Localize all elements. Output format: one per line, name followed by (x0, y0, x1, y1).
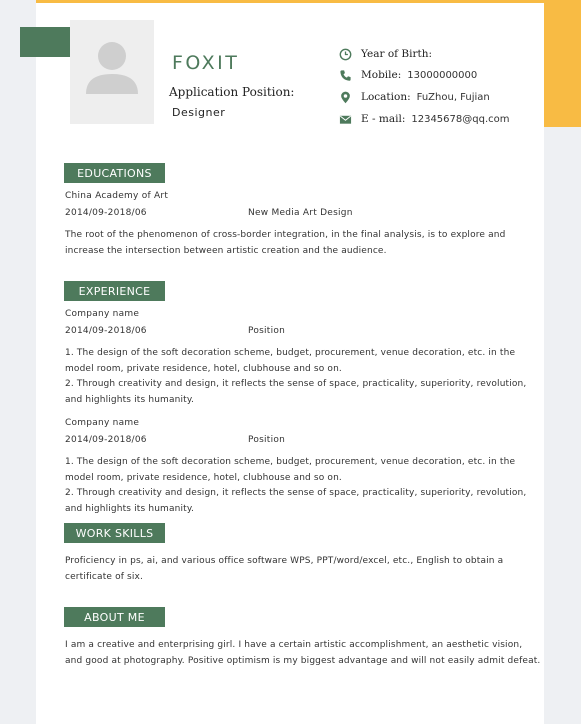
email-value: 12345678@qq.com (411, 113, 510, 125)
mobile-label: Mobile: (361, 69, 402, 81)
experience-line: 1. The design of the soft decoration scheme, budget, procurement, venue decoration, etc. in the (65, 457, 516, 467)
experience-date: 2014/09-2018/06 (65, 435, 147, 445)
education-major: New Media Art Design (248, 208, 353, 218)
location-pin-icon (339, 91, 352, 104)
experience-date: 2014/09-2018/06 (65, 326, 147, 336)
envelope-icon (339, 113, 352, 126)
education-date: 2014/09-2018/06 (65, 208, 147, 218)
avatar[interactable] (70, 20, 154, 124)
experience-line: 1. The design of the soft decoration scheme, budget, procurement, venue decoration, etc. in the (65, 348, 516, 358)
about-heading: ABOUT ME (64, 607, 165, 627)
experience-position: Position (248, 326, 286, 336)
email-row (339, 111, 510, 127)
yellow-top-strip (36, 0, 544, 3)
experience-line: 2. Through creativity and design, it reflects the sense of space, practicality, superiority, revolution, (65, 488, 527, 498)
experience-line: and highlights its humanity. (65, 503, 195, 514)
location-row (339, 89, 490, 105)
about-line: and good at photography. Positive optimism is my biggest advantage and will not easily admit defeat. (65, 655, 541, 666)
skills-line: certificate of six. (65, 571, 144, 582)
experience-position: Position (248, 435, 286, 445)
person-silhouette-icon (70, 20, 154, 124)
education-heading: EDUCATIONS (64, 163, 165, 183)
experience-line: model room, private residence, hotel, clubhouse and so on. (65, 472, 342, 483)
education-description (65, 228, 517, 259)
experience-description (65, 346, 527, 408)
about-description (65, 638, 541, 669)
experience-company: Company name (65, 309, 140, 319)
experience-line: 2. Through creativity and design, it reflects the sense of space, practicality, superiority, revolution, (65, 379, 527, 389)
birth-label: Year of Birth: (361, 48, 433, 60)
education-description-line: increase the intersection between artistic creation and the audience. (65, 245, 387, 256)
skills-line: Proficiency in ps, ai, and various office software WPS, PPT/word/excel, etc., English to obtain a (65, 556, 504, 566)
experience-company: Company name (65, 418, 140, 428)
experience-description (65, 455, 527, 517)
experience-line: and highlights its humanity. (65, 394, 195, 405)
experience-line: model room, private residence, hotel, clubhouse and so on. (65, 363, 342, 374)
clock-icon (339, 48, 352, 61)
about-line: I am a creative and enterprising girl. I have a certain artistic accomplishment, an aesthetic vision, (65, 640, 523, 650)
skills-heading: WORK SKILLS (64, 523, 165, 543)
position-value: Designer (172, 106, 226, 119)
phone-icon (339, 69, 352, 82)
position-label: Application Position: (169, 85, 295, 99)
skills-description (65, 554, 517, 585)
birth-row (339, 46, 438, 62)
education-description-line: The root of the phenomenon of cross-border integration, in the final analysis, is to explore and (65, 230, 506, 240)
email-label: E - mail: (361, 113, 406, 125)
mobile-value: 13000000000 (407, 69, 478, 81)
candidate-name: FOXIT (172, 52, 240, 74)
mobile-row (339, 67, 477, 83)
education-school: China Academy of Art (65, 191, 169, 201)
location-value: FuZhou, Fujian (416, 91, 490, 103)
location-label: Location: (361, 91, 411, 103)
green-accent-tab (20, 27, 70, 57)
experience-heading: EXPERIENCE (64, 281, 165, 301)
